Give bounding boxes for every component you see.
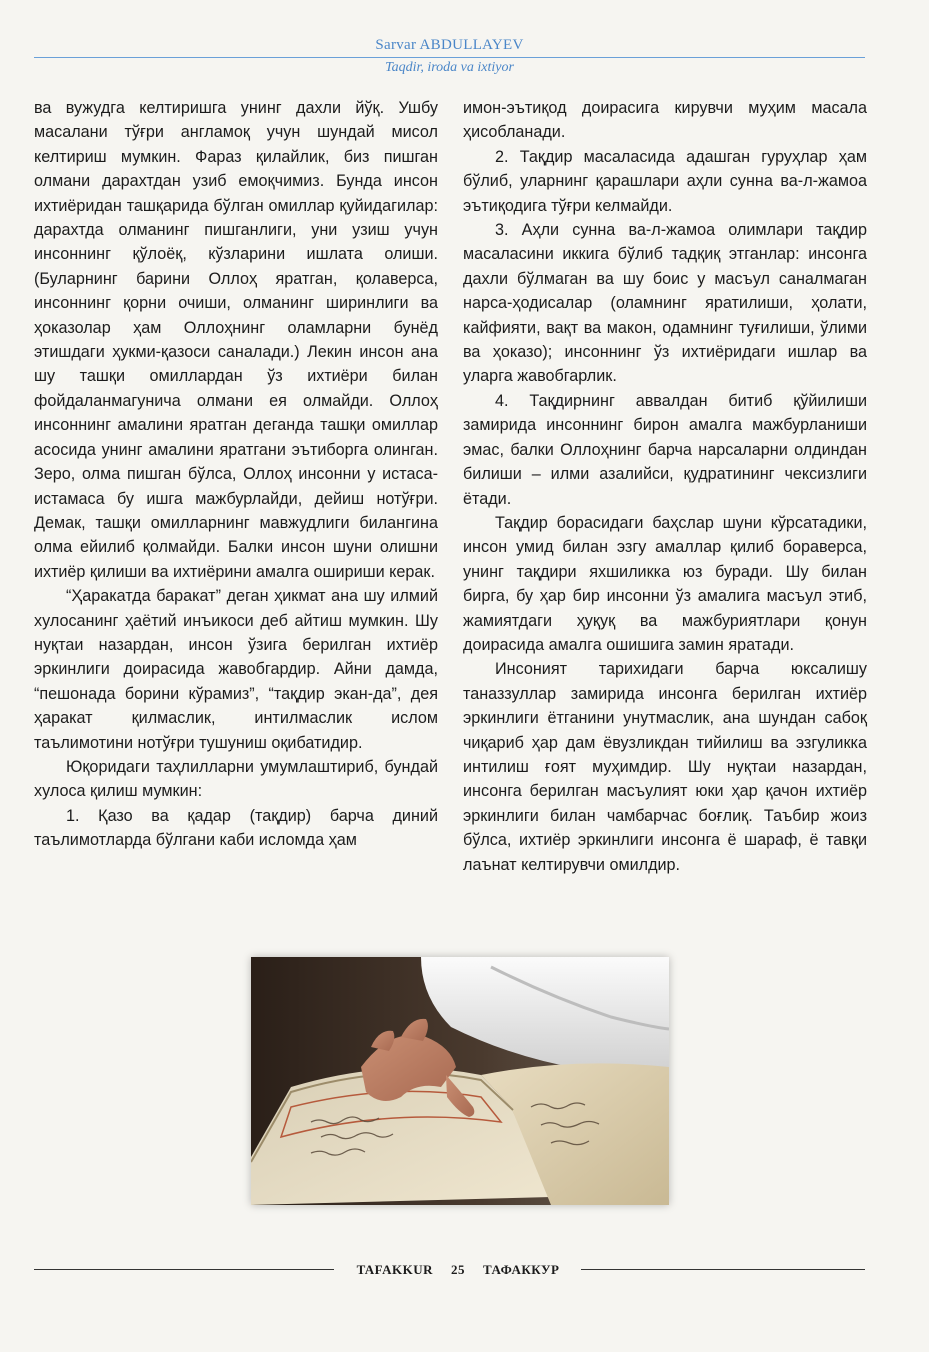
paragraph: 3. Аҳли сунна ва-л-жамоа олимлари тақдир масаласини иккига бўлиб тадқиқ этганлар: инсонга дахли бўлмаган ва шу боис у масъул саналмаган нарса-ҳодисалар (оламнинг яратилиши, ҳолати, кайфияти, вақт ва макон, одамнинг туғилиши, ўлими ва ҳоказо); инсоннинг ўз ихтиёридаги ишлар ва уларга жавобгарлик.: [463, 221, 867, 386]
paragraph: 1. Қазо ва қадар (тақдир) барча диний таълимотларда бўлгани каби исломда ҳам: [34, 806, 438, 850]
right-column: [463, 96, 867, 877]
footer-rule-right: [581, 1269, 865, 1270]
quran-reading-photo: [251, 957, 669, 1205]
magazine-name-cyrillic: ТАФАККУР: [483, 1262, 560, 1277]
paragraph: 2. Тақдир масаласида адашган гуруҳлар ҳам бўлиб, уларнинг қарашлари аҳли сунна ва-л-жамоа эътиқодига тўғри келмайди.: [463, 147, 867, 215]
author-name: Sarvar ABDULLAYEV: [375, 37, 524, 53]
footer-rule-left: [34, 1269, 334, 1270]
paragraph: ва вужудга келтиришга унинг дахли йўқ. Ушбу масалани тўғри англамоқ учун шундай мисол келтириш мумкин. Фараз қилайлик, биз пишган олмани дарахтдан узиб емоқчимиз. Бунда инсон ихтиёридан ташқарида бўлган омиллар қуйидагилар: дарахтда олманинг пишганлиги, уни узиш учун инсоннинг қўлоёқ, кўзларини ишлата олиши. (Буларнинг барини Оллоҳ яратган, қолаверса, инсоннинг қорни очиши, олманинг ширинлиги ва ҳоказолар ҳам Оллоҳнинг оламларни бунёд этишдаги ҳукми-қазоси саналади.) Лекин инсон ана шу ташқи омиллардан ўз ихтиёри билан фойдаланмагунича олмани ея олмайди. Оллоҳ инсоннинг амалини яратган деганда ташқи омиллар асосида унинг амалини яратгани эътиборга олинган. Зеро, олма пишган бўлса, Оллоҳ инсонни у истаса-истамаса бу ишга мажбурлайди, дейиш нотўғри. Демак, ташқи омилларнинг мавжудлиги билангина олма ейилиб қолмайди. Балки инсон шуни олишни ихтиёр қилиши ва ихтиёрини амалга ошириши керак.: [34, 99, 438, 581]
paragraph: Инсоният тарихидаги барча юксалишу таназзуллар замирида инсонга берилган ихтиёр эркинлиги ётганини унутмаслик, ана шундан сабоқ чиқариб ҳар дам ёвузликдан тийилиш ва эзгуликка интилиш ғоят муҳимдир. Шу нуқтаи назардан, инсонга берилган масъулият юки ҳар қачон ихтиёр эркинлиги билан чамбарчас боғлиқ. Таъбир жоиз бўлса, ихтиёр эркинлиги инсонга ё шараф, ё тавқи лаънат келтирувчи омилдир.: [463, 660, 867, 874]
footer-center: [340, 1260, 576, 1280]
paragraph: Юқоридаги таҳлилларни умумлаштириб, бундай хулоса қилиш мумкин:: [34, 757, 438, 801]
paragraph: 4. Тақдирнинг аввалдан битиб қўйилиши замирида инсоннинг бирон амалга мажбурланиши эмас, балки Оллоҳнинг барча нарсаларни олдиндан билиши – илми азалийси, қудратининг чексизлиги ётади.: [463, 391, 867, 508]
magazine-name-latin: TAFAKKUR: [356, 1262, 434, 1277]
paragraph: имон-эътиқод доирасига кирувчи муҳим масала ҳисобланади.: [463, 99, 867, 142]
page-footer: [34, 1260, 865, 1280]
left-column: [34, 96, 438, 853]
header-rule: [34, 57, 865, 58]
paragraph: “Ҳаракатда баракат” деган ҳикмат ана шу илмий хулосанинг ҳаётий инъикоси деб айтиш мумкин. Шу нуқтаи назардан, инсон ўзига берилган ихтиёр эркинлиги доирасида жавобгардир. Айни дамда, “пешонада борини кўрамиз”, “тақдир экан-да”, дея ҳаракат қилмаслик, интилмаслик ислом таълимотини нотўғри тушуниш оқибатидир.: [34, 587, 438, 752]
paragraph: Тақдир борасидаги баҳслар шуни кўрсатадики, инсон умид билан эзгу амаллар қилиб бораверса, унинг тақдири яхшиликка юз буради. Шу билан бирга, бу ҳар бир инсонни ўз амалига масъул этиб, жамиятдаги ҳуқуқ ва мажбуриятлари қонун доирасида амалга ошишига замин яратади.: [463, 513, 867, 654]
article-title: Taqdir, iroda va ixtiyor: [385, 60, 514, 75]
page-number: 25: [451, 1262, 466, 1277]
page-header: [34, 36, 865, 76]
